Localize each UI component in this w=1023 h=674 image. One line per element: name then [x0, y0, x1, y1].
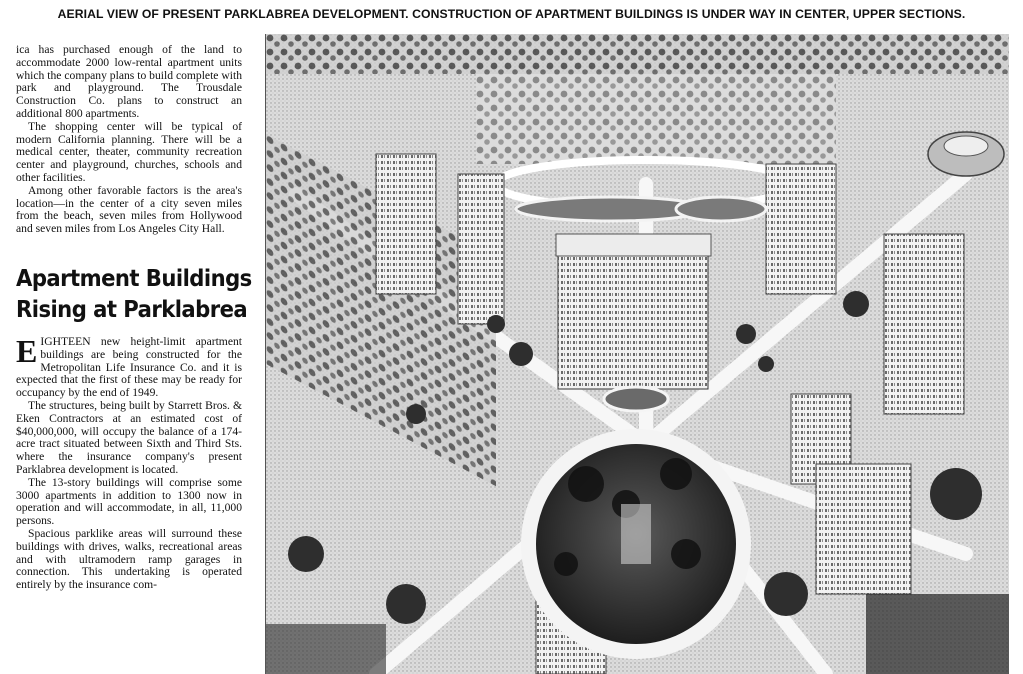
article-paragraph: The shopping center will be typical of modern California planning. There will be a medical center, theater, community recreation center and playground, churches, schools and other facilities. [16, 119, 242, 184]
aerial-photo [265, 34, 1009, 674]
article-paragraph: Spacious parklike areas will surround these buildings with drives, walks, recreational areas and with ultramodern ramp garages in connection. This undertaking is operated entirely by the insurance com- [16, 526, 242, 592]
article-paragraph: The 13-story buildings will comprise some 3000 apartments in addition to 1300 now in operation and will accommodate, in all, 11,000 persons. [16, 475, 242, 528]
article-paragraph: Among other favorable factors is the area's location—in the center of a city seven miles from the beach, seven miles from Hollywood and seven miles from Los Angeles City Hall. [16, 183, 242, 236]
article-paragraph: The structures, being built by Starrett Bros. & Eken Contractors at an estimated cost of $40,000,000, will occupy the balance of a 174-acre tract situated between Sixth and Third Sts. where the insurance company's present Parklabrea development is located. [16, 398, 242, 476]
article-paragraph: ica has purchased enough of the land to accommodate 2000 low-rental apartment units which the company plans to build complete with park and playground. The Trousdale Construction Co. plans to construct an additional 800 apartments. [16, 43, 242, 120]
page-margin [1009, 34, 1023, 674]
drop-cap: E [16, 332, 38, 369]
article-headline [16, 264, 252, 326]
article-lead-paragraph [16, 332, 242, 400]
lead-text: IGHTEEN new height-limit apartment buildings are being constructed for the Metropolitan Life Insurance Co. and it is expected that the first of these may be ready for occupancy by the end of 1949. [16, 334, 242, 400]
article-column [16, 43, 252, 592]
headline-line: Apartment Buildings [16, 265, 252, 292]
photo-caption: AERIAL VIEW OF PRESENT PARKLABREA DEVELOPMENT. CONSTRUCTION OF APARTMENT BUILDINGS IS UNDER WAY IN CENTER, UPPER SECTIONS. [57, 7, 966, 21]
headline-line: Rising at Parklabrea [16, 296, 248, 323]
